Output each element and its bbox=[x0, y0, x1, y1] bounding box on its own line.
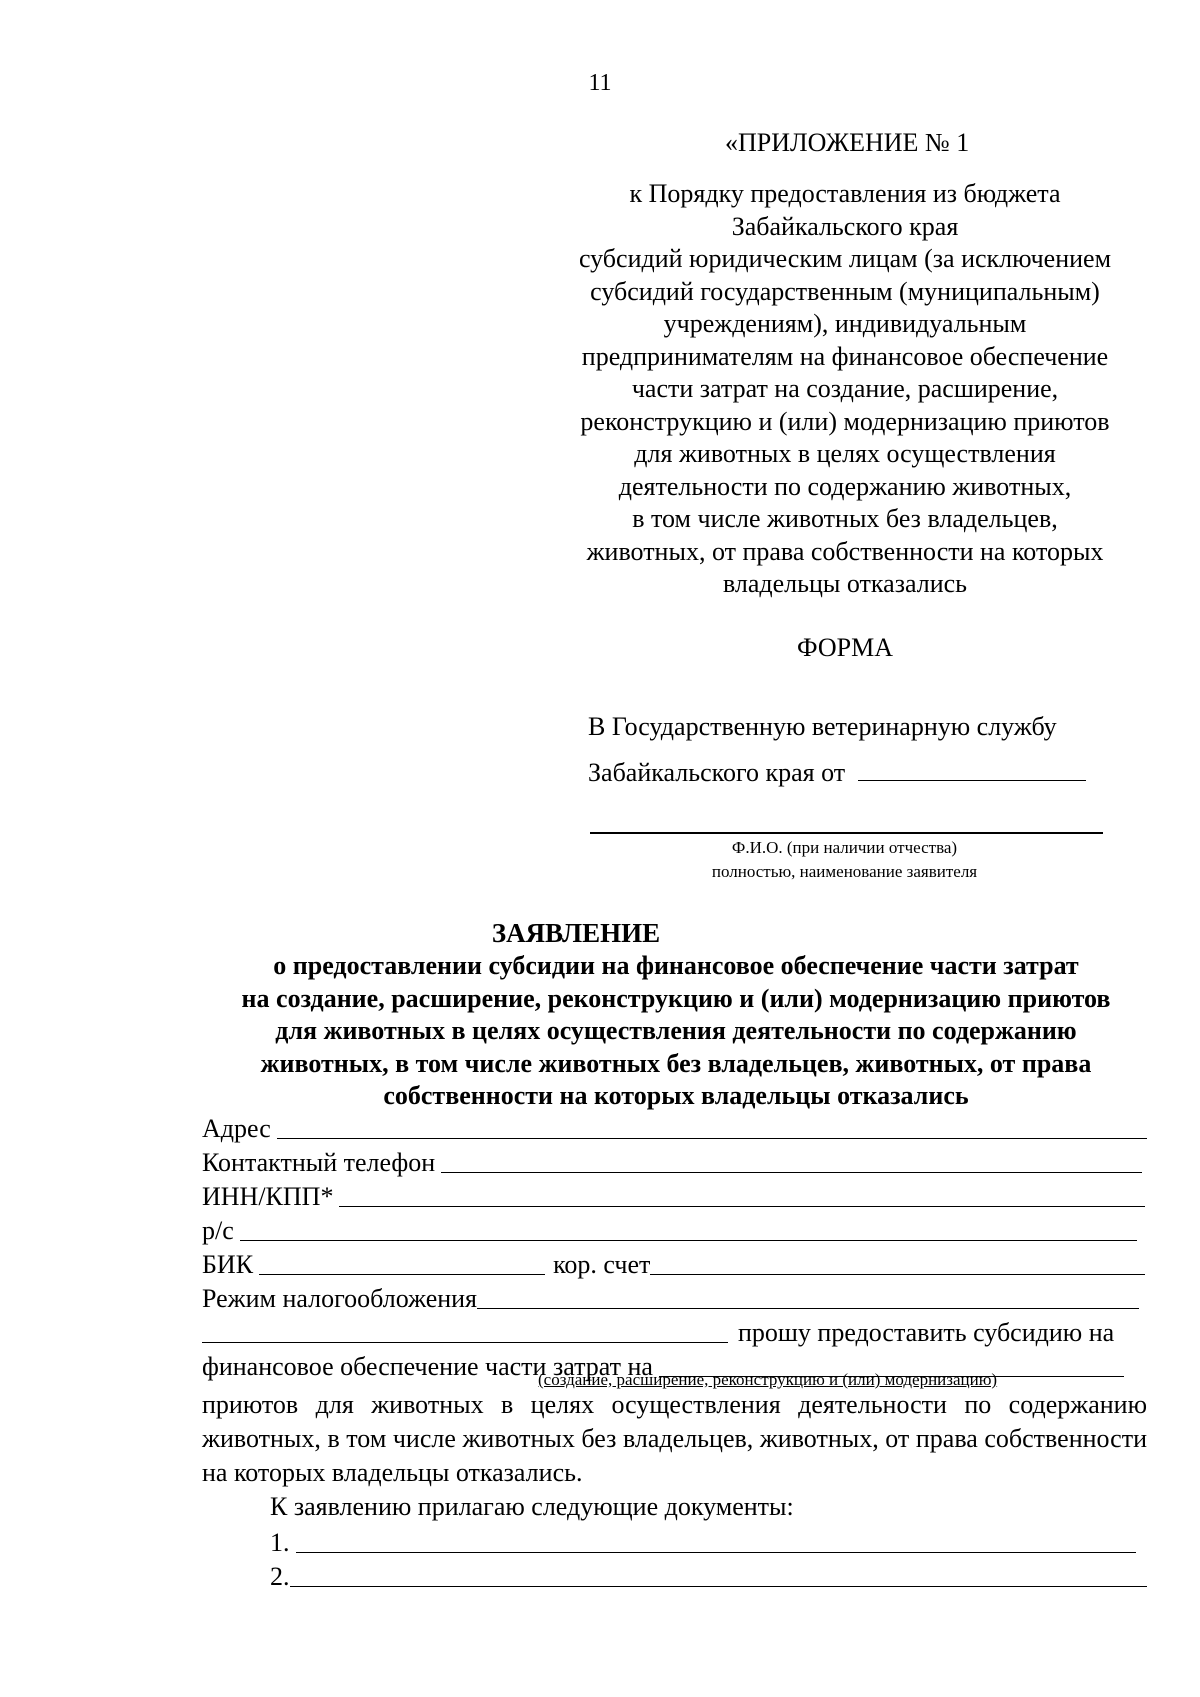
bik-blank[interactable] bbox=[259, 1254, 545, 1275]
document-item-number: 2. bbox=[270, 1562, 290, 1591]
statement-subtitle: о предоставлении субсидии на финансовое обеспечение части затрат на создание, расширение, реконструкцию и (или) модернизацию приютов для животных в целях осуществления деятельности по содержанию животных, в том числе животных без владельцев, животных, от права собственности на которых владельцы отказались bbox=[241, 951, 1111, 1110]
request-row bbox=[202, 1314, 1147, 1348]
form-label: ФОРМА bbox=[797, 633, 893, 662]
inn-kpp-field bbox=[202, 1178, 1145, 1212]
document-item bbox=[270, 1558, 1147, 1592]
applicant-name-line[interactable] bbox=[590, 832, 1103, 834]
address-field bbox=[202, 1110, 1147, 1144]
purpose-prefix: финансовое обеспечение части затрат на bbox=[202, 1352, 653, 1381]
applicant-blank[interactable] bbox=[858, 758, 1086, 781]
request-text: прошу предоставить субсидию на bbox=[738, 1318, 1115, 1347]
account-label: р/с bbox=[202, 1216, 234, 1245]
address-label: Адрес bbox=[202, 1114, 271, 1143]
document-item bbox=[270, 1524, 1136, 1558]
documents-intro: К заявлению прилагаю следующие документы: bbox=[270, 1492, 794, 1521]
corr-account-blank[interactable] bbox=[650, 1254, 1145, 1275]
applicant-name-caption: Ф.И.О. (при наличии отчества) полностью, наименование заявителя bbox=[711, 838, 978, 881]
inn-kpp-blank[interactable] bbox=[339, 1186, 1145, 1207]
document-item-number: 1. bbox=[270, 1528, 290, 1557]
addressee-line-2: Забайкальского края от bbox=[588, 758, 1086, 788]
tax-regime-label: Режим налогообложения bbox=[202, 1284, 478, 1313]
account-field bbox=[202, 1212, 1137, 1246]
addressee-line-1: В Государственную ветеринарную службу bbox=[588, 712, 1057, 741]
account-blank[interactable] bbox=[240, 1220, 1137, 1241]
address-blank[interactable] bbox=[277, 1118, 1147, 1139]
inn-kpp-label: ИНН/КПП* bbox=[202, 1182, 334, 1211]
tax-regime-field bbox=[202, 1280, 1139, 1314]
tax-regime-blank[interactable] bbox=[477, 1288, 1139, 1309]
applicant-name-blank[interactable] bbox=[202, 1322, 728, 1343]
bik-field bbox=[202, 1246, 1145, 1280]
page-number: 11 bbox=[588, 70, 612, 96]
document-item-blank[interactable] bbox=[290, 1566, 1148, 1587]
purpose-caption: (создание, расширение, реконструкцию и (или) модернизацию) bbox=[538, 1370, 998, 1389]
phone-field bbox=[202, 1144, 1142, 1178]
statement-title: ЗАЯВЛЕНИЕ bbox=[491, 918, 661, 948]
document-item-blank[interactable] bbox=[296, 1532, 1137, 1553]
bik-label: БИК bbox=[202, 1250, 254, 1279]
appendix-subtitle: к Порядку предоставления из бюджета Забайкальского края субсидий юридическим лицам (за исключением субсидий государственным (муниципальным) учреждениям), индивидуальным предпринимателям на финансовое обеспечение части затрат на создание, расширение, реконструкцию и (или) модернизацию приютов для животных в целях осуществления деятельности по содержанию животных, в том числе животных без владельцев, животных, от права собственности на которых владельцы отказались bbox=[578, 179, 1112, 598]
phone-blank[interactable] bbox=[441, 1152, 1142, 1173]
body-text: приютов для животных в целях осуществления деятельности по содержанию животных, в том числе животных без владельцев, животных, от права собственности на которых владельцы отказались. bbox=[202, 1390, 1147, 1487]
corr-account-label: кор. счет bbox=[553, 1250, 651, 1279]
phone-label: Контактный телефон bbox=[202, 1148, 436, 1177]
